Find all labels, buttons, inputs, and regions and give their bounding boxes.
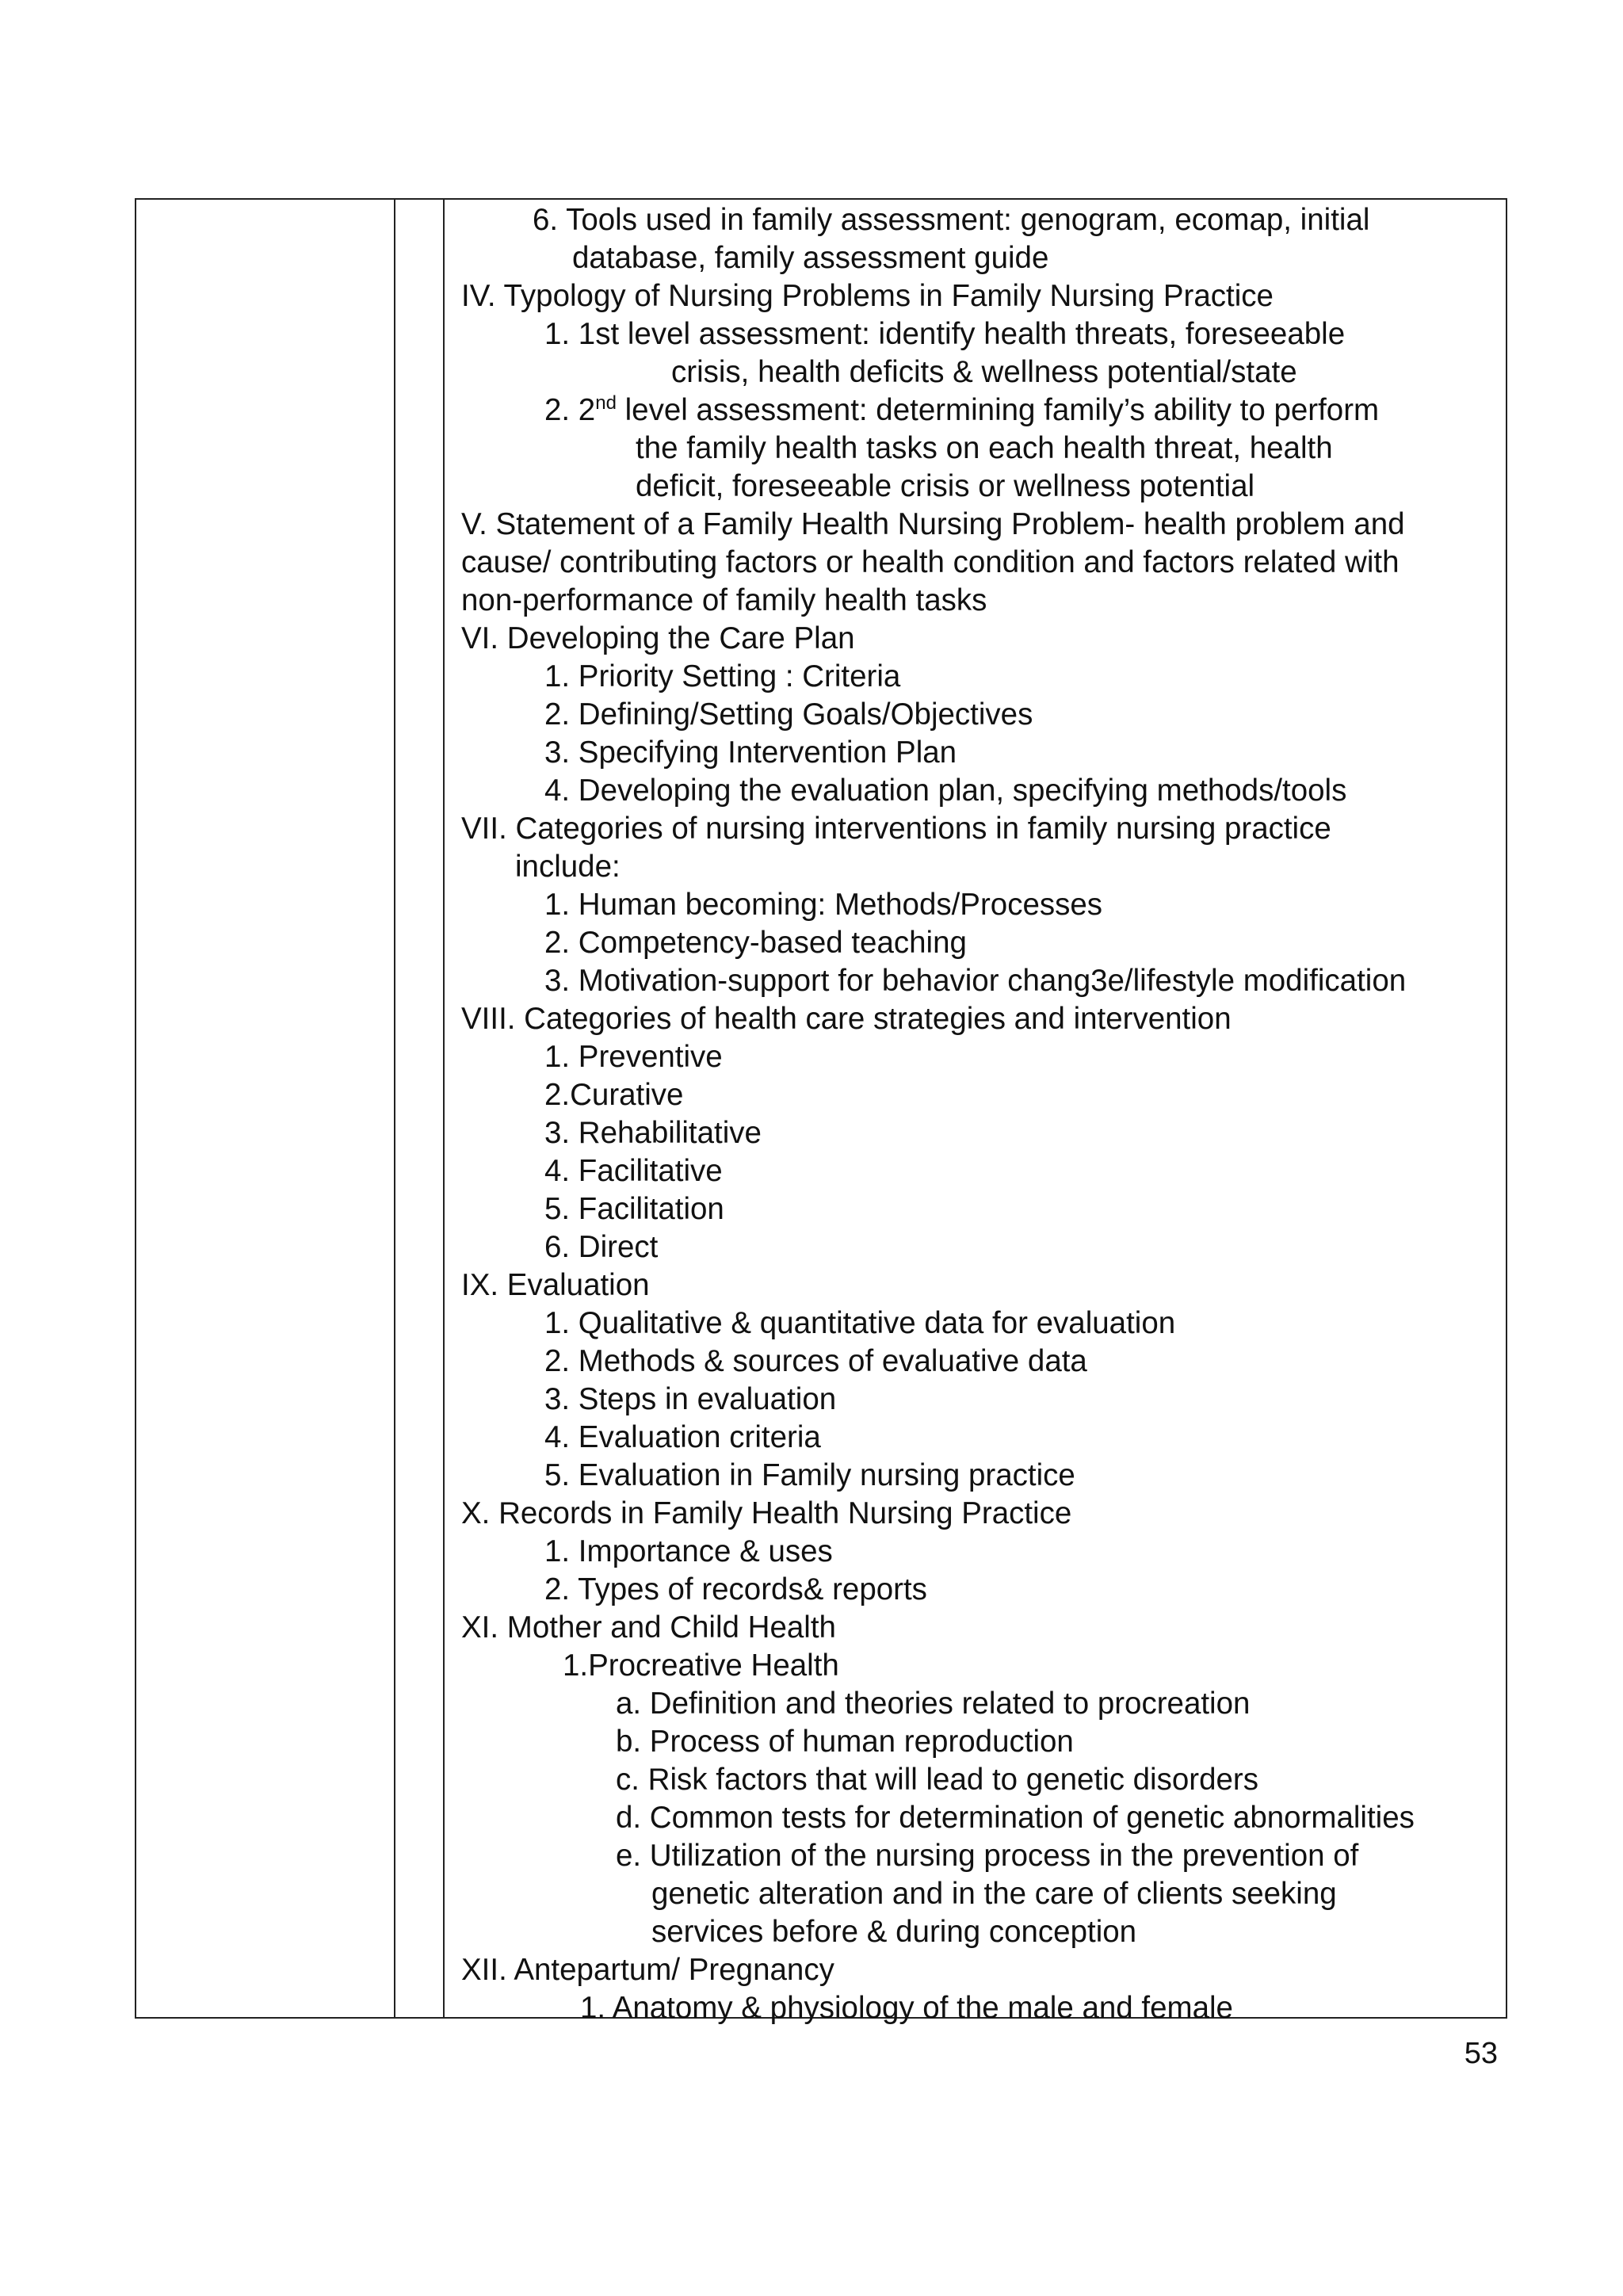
content-line: XII. Antepartum/ Pregnancy <box>461 1953 834 1987</box>
syllabus-content-cell <box>461 201 1499 2027</box>
content-line: XI. Mother and Child Health <box>461 1610 836 1645</box>
content-line: 3. Steps in evaluation <box>544 1382 837 1416</box>
content-line: c. Risk factors that will lead to genetic disorders <box>616 1763 1258 1797</box>
content-line: VII. Categories of nursing interventions in family nursing practice <box>461 812 1331 846</box>
content-line: deficit, foreseeable crisis or wellness potential <box>636 469 1255 503</box>
content-line: e. Utilization of the nursing process in the prevention of <box>616 1839 1359 1873</box>
content-line: IX. Evaluation <box>461 1268 650 1302</box>
content-line: 5. Facilitation <box>544 1192 724 1226</box>
content-line: VI. Developing the Care Plan <box>461 621 855 655</box>
content-line: 4. Evaluation criteria <box>544 1420 821 1454</box>
content-line: a. Definition and theories related to procreation <box>616 1687 1251 1721</box>
content-line: the family health tasks on each health threat, health <box>636 431 1333 465</box>
superscript: nd <box>595 392 617 415</box>
content-line: 3. Rehabilitative <box>544 1116 762 1150</box>
content-line: 3. Motivation-support for behavior chang3e/lifestyle modification <box>544 964 1407 998</box>
content-line: genetic alteration and in the care of clients seeking <box>651 1877 1337 1911</box>
line-text: level assessment: determining family’s ability to perform <box>616 393 1380 427</box>
content-line: X. Records in Family Health Nursing Practice <box>461 1496 1072 1530</box>
content-line: 1. Preventive <box>544 1040 723 1074</box>
content-line: d. Common tests for determination of genetic abnormalities <box>616 1801 1415 1835</box>
content-line: cause/ contributing factors or health condition and factors related with <box>461 545 1400 579</box>
content-line: 2. Competency-based teaching <box>544 926 967 960</box>
content-line: services before & during conception <box>651 1915 1137 1949</box>
content-line: IV. Typology of Nursing Problems in Family Nursing Practice <box>461 279 1274 313</box>
content-line: 1. Human becoming: Methods/Processes <box>544 888 1103 922</box>
column-divider <box>394 200 395 2017</box>
content-line: 5. Evaluation in Family nursing practice <box>544 1458 1075 1492</box>
content-line: crisis, health deficits & wellness potential/state <box>671 355 1297 389</box>
content-line: 6. Direct <box>544 1230 659 1264</box>
content-line: 2. Defining/Setting Goals/Objectives <box>544 697 1033 732</box>
content-line: non-performance of family health tasks <box>461 583 987 617</box>
content-line: database, family assessment guide <box>572 241 1049 275</box>
content-line: 3. Specifying Intervention Plan <box>544 735 957 770</box>
column-divider <box>443 200 445 2017</box>
content-line: 2.Curative <box>544 1078 684 1112</box>
content-line <box>461 392 1499 430</box>
content-line: 2. Types of records& reports <box>544 1572 927 1606</box>
content-line: 1. Qualitative & quantitative data for evaluation <box>544 1306 1176 1340</box>
line-text: 2. 2 <box>544 393 596 427</box>
content-line: 1. 1st level assessment: identify health threats, foreseeable <box>544 317 1346 351</box>
content-line: 1. Priority Setting : Criteria <box>544 659 901 693</box>
content-line: b. Process of human reproduction <box>616 1725 1074 1759</box>
content-line: 4. Developing the evaluation plan, specifying methods/tools <box>544 774 1347 808</box>
content-line: V. Statement of a Family Health Nursing Problem- health problem and <box>461 507 1405 541</box>
content-line: 4. Facilitative <box>544 1154 723 1188</box>
content-line: VIII. Categories of health care strategies and intervention <box>461 1002 1232 1036</box>
content-line: include: <box>515 850 621 884</box>
syllabus-table <box>135 198 1507 2025</box>
content-line: 1.Procreative Health <box>563 1648 839 1683</box>
content-line: 2. Methods & sources of evaluative data <box>544 1344 1087 1378</box>
page-number: 53 <box>1464 2037 1498 2070</box>
content-line: 6. Tools used in family assessment: genogram, ecomap, initial <box>533 203 1370 237</box>
content-line: 1. Anatomy & physiology of the male and female <box>580 1991 1233 2025</box>
content-line: 1. Importance & uses <box>544 1534 833 1568</box>
